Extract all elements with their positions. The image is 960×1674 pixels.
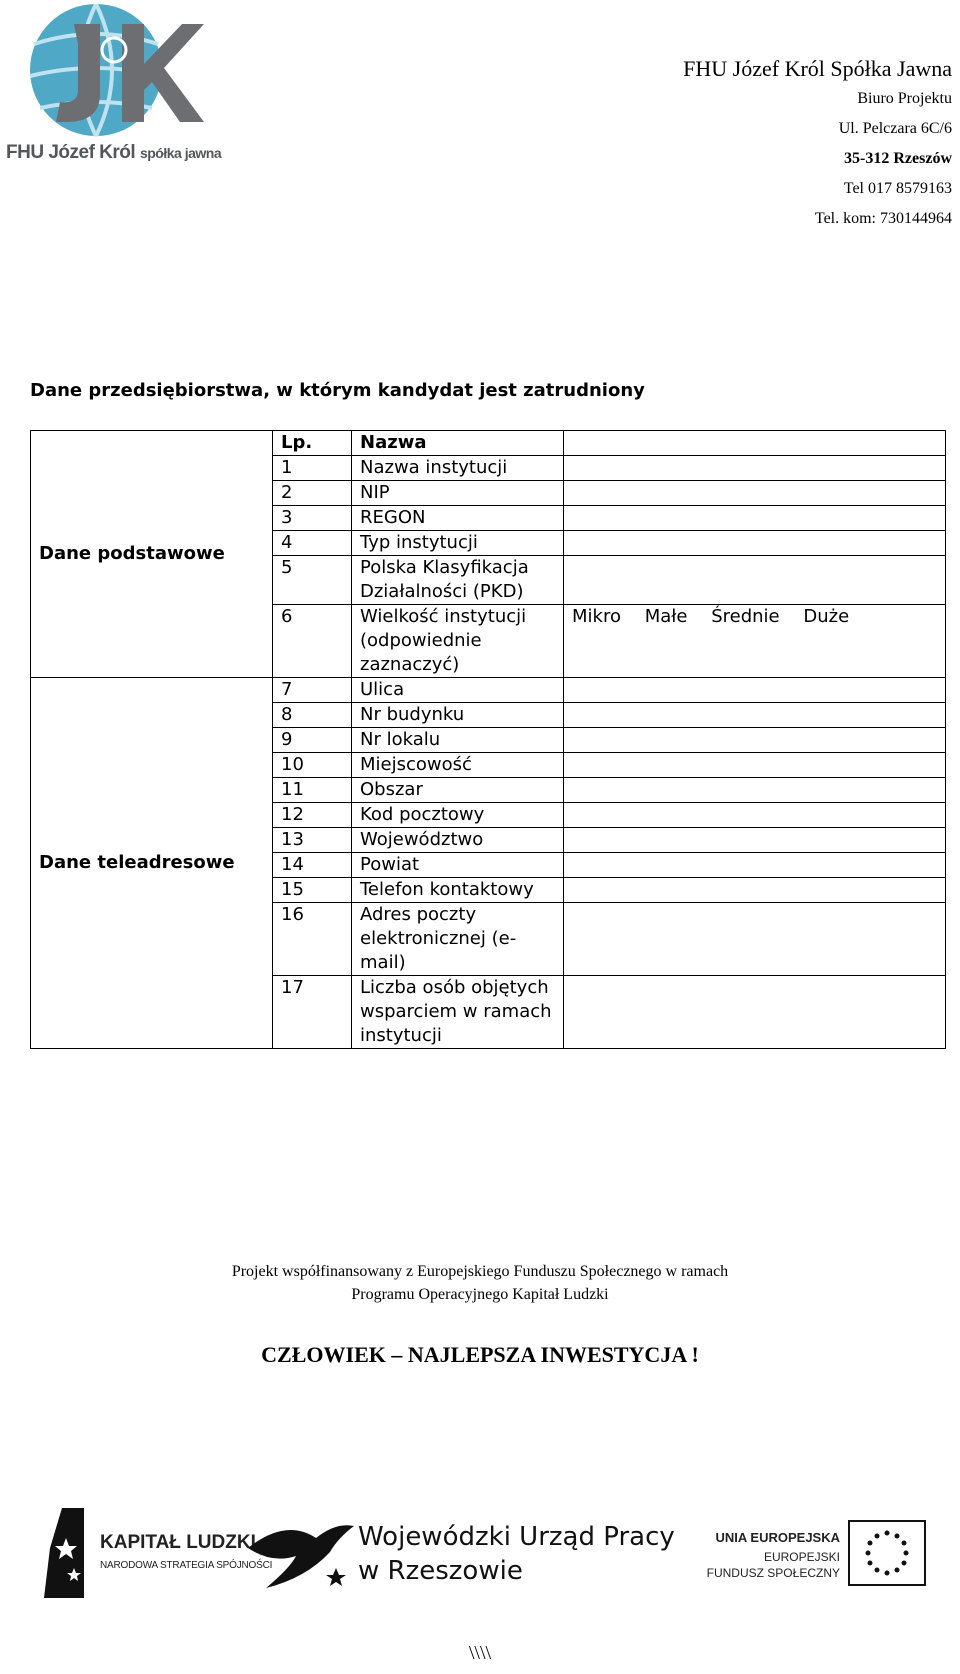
logo-main-text: FHU Józef Król <box>6 142 136 163</box>
row-lp: 1 <box>273 456 352 481</box>
row-value-field[interactable] <box>564 481 946 506</box>
row-value-field[interactable] <box>564 803 946 828</box>
size-option-male[interactable]: Małe <box>644 606 688 627</box>
row-lp: 16 <box>273 903 352 976</box>
header-value <box>564 431 946 456</box>
group-basic-label: Dane podstawowe <box>39 543 225 564</box>
row-lp: 14 <box>273 853 352 878</box>
company-phone: Tel 017 8579163 <box>843 180 952 197</box>
row-value-field[interactable] <box>564 878 946 903</box>
group-contact-label: Dane teleadresowe <box>39 852 235 873</box>
logo-wordmark <box>6 142 221 164</box>
bottom-mark: \\\\ <box>468 1642 492 1664</box>
row-name: Adres poczty elektronicznej (e-mail) <box>352 903 564 976</box>
row-value-field[interactable] <box>564 531 946 556</box>
row-name: Nr lokalu <box>352 728 564 753</box>
row-name: Wielkość instytucji (odpowiednie zaznaczyć) <box>352 605 564 678</box>
row-value-field[interactable] <box>564 903 946 976</box>
row-lp: 11 <box>273 778 352 803</box>
company-office: Biuro Projektu <box>857 90 952 107</box>
row-name: Województwo <box>352 828 564 853</box>
wup-line-1: Wojewódzki Urząd Pracy <box>358 1522 675 1552</box>
row-name: NIP <box>352 481 564 506</box>
row-lp: 17 <box>273 976 352 1049</box>
row-lp: 2 <box>273 481 352 506</box>
row-name: Miejscowość <box>352 753 564 778</box>
row-lp: 15 <box>273 878 352 903</box>
row-value-field[interactable] <box>564 828 946 853</box>
row-lp: 4 <box>273 531 352 556</box>
header-lp: Lp. <box>273 431 352 456</box>
eu-logo <box>706 1508 930 1598</box>
kapital-ludzki-subtitle: NARODOWA STRATEGIA SPÓJNOŚCI <box>100 1560 273 1571</box>
eu-flag-icon <box>848 1520 926 1586</box>
globe-logo-icon <box>4 4 214 144</box>
row-lp: 8 <box>273 703 352 728</box>
wup-line-2: w Rzeszowie <box>358 1556 523 1586</box>
eu-line-2: EUROPEJSKI <box>763 1550 840 1564</box>
section-title: Dane przedsiębiorstwa, w którym kandydat jest zatrudniony <box>30 380 645 401</box>
row-name: Kod pocztowy <box>352 803 564 828</box>
size-options <box>564 605 946 678</box>
row-lp: 3 <box>273 506 352 531</box>
row-name: Telefon kontaktowy <box>352 878 564 903</box>
row-value-field[interactable] <box>564 853 946 878</box>
company-name: FHU Józef Król Spółka Jawna <box>683 56 952 81</box>
company-data-table <box>30 430 946 1049</box>
slogan: CZŁOWIEK – NAJLEPSZA INWESTYCJA ! <box>261 1342 699 1367</box>
wup-logo <box>246 1508 696 1598</box>
company-mobile: Tel. kom: 730144964 <box>814 210 952 227</box>
table-header-row <box>31 431 946 456</box>
size-option-duze[interactable]: Duże <box>803 606 850 627</box>
row-value-field[interactable] <box>564 703 946 728</box>
row-lp: 12 <box>273 803 352 828</box>
row-name: REGON <box>352 506 564 531</box>
row-lp: 10 <box>273 753 352 778</box>
row-value-field[interactable] <box>564 728 946 753</box>
row-name: Polska Klasyfikacja Działalności (PKD) <box>352 556 564 605</box>
row-lp: 6 <box>273 605 352 678</box>
group-contact-cell <box>31 678 273 1049</box>
row-lp: 9 <box>273 728 352 753</box>
wup-bird-icon <box>246 1508 356 1598</box>
row-name: Ulica <box>352 678 564 703</box>
eu-line-3: FUNDUSZ SPOŁECZNY <box>706 1566 840 1580</box>
row-value-field[interactable] <box>564 456 946 481</box>
table-row <box>31 678 946 703</box>
row-name: Liczba osób objętych wsparciem w ramach instytucji <box>352 976 564 1049</box>
row-name: Nr budynku <box>352 703 564 728</box>
size-option-srednie[interactable]: Średnie <box>711 606 780 627</box>
row-lp: 7 <box>273 678 352 703</box>
row-name: Obszar <box>352 778 564 803</box>
row-value-field[interactable] <box>564 976 946 1049</box>
group-basic-cell <box>31 431 273 678</box>
funding-note <box>0 1260 960 1306</box>
kapital-ludzki-title: KAPITAŁ LUDZKI <box>100 1532 256 1553</box>
row-value-field[interactable] <box>564 678 946 703</box>
row-lp: 5 <box>273 556 352 605</box>
kapital-ludzki-emblem-icon <box>44 1508 96 1598</box>
row-value-field[interactable] <box>564 506 946 531</box>
logo-suffix-text: spółka jawna <box>139 145 222 161</box>
company-postal: 35-312 Rzeszów <box>844 150 952 167</box>
row-value-field[interactable] <box>564 556 946 605</box>
row-lp: 13 <box>273 828 352 853</box>
company-street: Ul. Pelczara 6C/6 <box>838 120 952 137</box>
row-name: Typ instytucji <box>352 531 564 556</box>
row-value-field[interactable] <box>564 753 946 778</box>
row-value-field[interactable] <box>564 778 946 803</box>
header-name: Nazwa <box>352 431 564 456</box>
size-option-mikro[interactable]: Mikro <box>572 606 621 627</box>
row-name: Powiat <box>352 853 564 878</box>
funding-line-1: Projekt współfinansowany z Europejskiego Funduszu Społecznego w ramach <box>231 1263 729 1280</box>
funding-line-2: Programu Operacyjnego Kapitał Ludzki <box>351 1286 609 1303</box>
kapital-ludzki-logo <box>44 1508 273 1598</box>
row-name: Nazwa instytucji <box>352 456 564 481</box>
eu-line-1: UNIA EUROPEJSKA <box>715 1530 840 1545</box>
company-info <box>683 54 952 234</box>
